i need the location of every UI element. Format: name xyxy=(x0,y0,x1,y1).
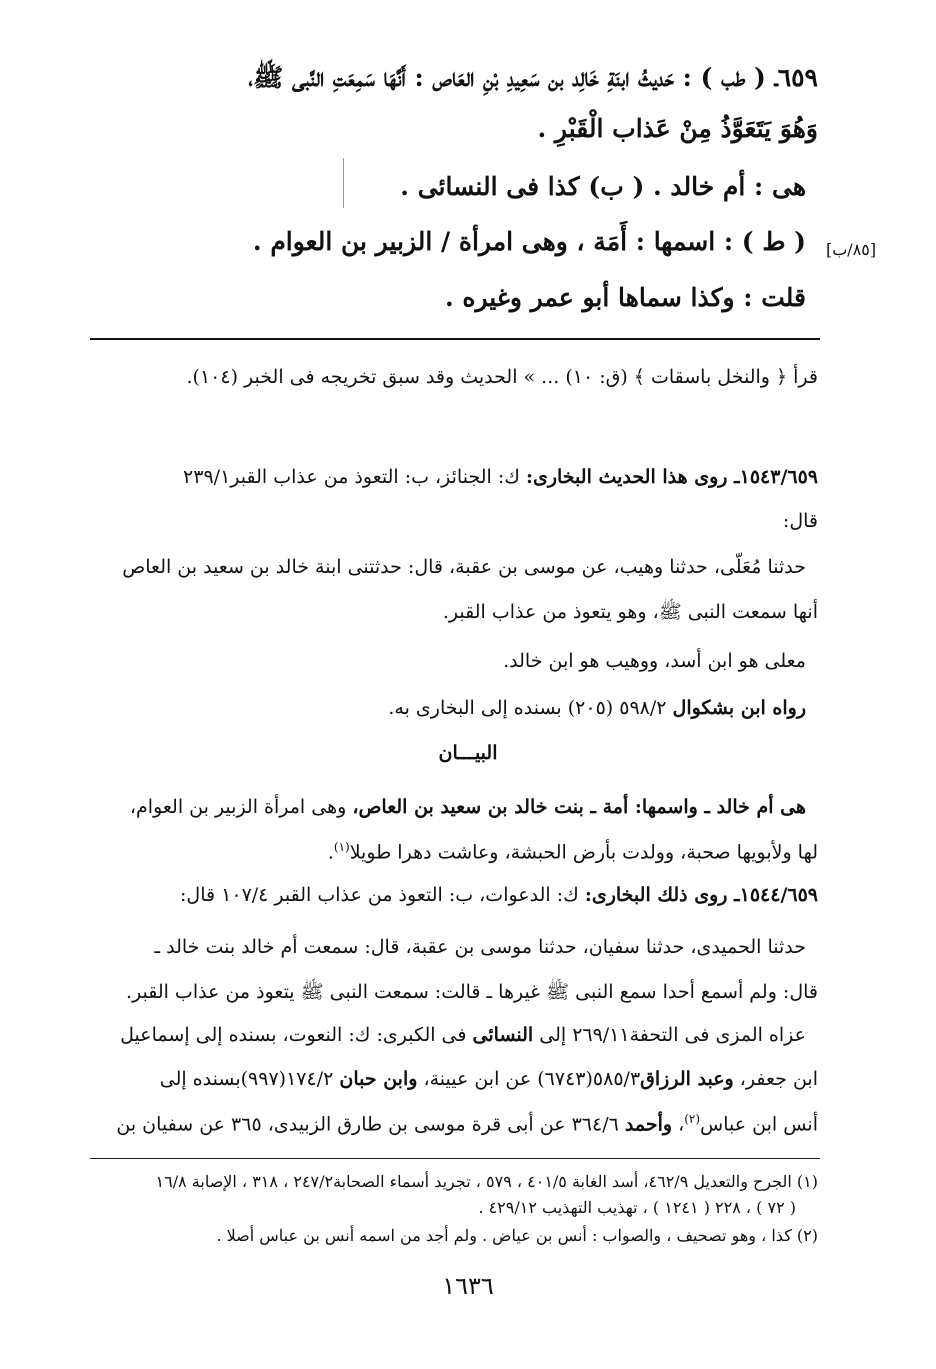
ibn-bashkuwal-name: رواه ابن بشكوال xyxy=(672,697,806,719)
footnote-2: (٢) كذا ، وهو تصحيف ، والصواب : أنس بن عياض . ولم أجد من اسمه أنس بن عباس أصلا . xyxy=(216,1226,818,1245)
ahmad-name: وأحمد xyxy=(624,1113,673,1136)
footnote-ref-2: (٢) xyxy=(684,1112,701,1126)
bayan-title: البيـــان xyxy=(438,742,498,764)
footnote-divider xyxy=(90,1158,820,1159)
attribution3-rest: ٣٦٤/٦ عن أبى قرة موسى بن طارق الزبيدى، ٣٦٥ عن سفيان بن xyxy=(116,1113,625,1136)
margin-divider xyxy=(343,158,344,208)
takhrij-1544-number: ١٥٤٤/٦٥٩ـ روى ذلك البخارى: xyxy=(584,884,818,906)
takhrij-1543-heading xyxy=(183,466,818,488)
attribution2-mid: ٥٨٥/٣(٦٧٤٣) عن ابن عيينة، xyxy=(417,1068,641,1090)
hadith-heading-line1: ٦٥٩ـ ( طب ) : حَديثُ ابنَةِ خَالِد بن سَعِيدِ بْنِ العَاص : أَنَّهَا سَمِعَتِ النَّبى ﷺ، xyxy=(248,63,818,92)
takhrij-1543-number: ١٥٤٣/٦٥٩ـ روى هذا الحديث البخارى: xyxy=(525,466,818,488)
takhrij-1544-source: ك: الدعوات، ب: التعوذ من عذاب القبر ١٠٧/٤ قال: xyxy=(180,884,585,906)
attribution3-pre: أنس ابن عباس xyxy=(700,1113,818,1136)
page-number: ١٦٣٦ xyxy=(442,1272,494,1300)
bayan-line2 xyxy=(328,840,818,863)
attribution3-mid: ، xyxy=(672,1113,685,1136)
manuscript-folio-marker: [٨٥/ب] xyxy=(826,240,877,259)
commentary-line-3: قلت : وكذا سماها أبو عمر وغيره . xyxy=(444,283,806,312)
commentary-line-2: ( ط ) : اسمها : أَمَة ، وهى امرأة / الزبير بن العوام . xyxy=(252,227,806,256)
attribution-line3 xyxy=(116,1112,818,1135)
takhrij-1543-heading-cont: قال: xyxy=(782,510,818,532)
bayan-line2-text: لها ولأبويها صحبة، وولدت بأرض الحبشة، وعاشت دهرا طويلا xyxy=(349,841,818,864)
ibn-bashkuwal-ref: ٥٩٨/٢ (٢٠٥) بسنده إلى البخارى به. xyxy=(388,697,673,719)
sanad-1543-line2: أنها سمعت النبى ﷺ، وهو يتعوذ من عذاب القبر. xyxy=(442,601,818,623)
hadith-heading-line2: وَهُوَ يَتَعَوَّذُ مِنْ عَذاب الْقَبْرِ . xyxy=(537,114,818,143)
attribution-line2 xyxy=(160,1068,818,1090)
attribution2-pre: ابن جعفر، xyxy=(733,1068,818,1090)
sanad-1544-line1: حدثنا الحميدى، حدثنا سفيان، حدثنا موسى بن عقبة، قال: سمعت أم خالد بنت خالد ـ xyxy=(154,936,806,958)
bayan-line1-rest: وهى امرأة الزبير بن العوام، xyxy=(129,796,353,818)
sanad-1543-line1: حدثنا مُعَلّى، حدثنا وهيب، عن موسى بن عقبة، قال: حدثتنى ابنة خالد بن سعيد بن العاص xyxy=(122,556,806,578)
previous-note: قرأ ﴿ والنخل باسقات ﴾ (ق: ١٠) ... » الحديث وقد سبق تخريجه فى الخبر (١٠٤). xyxy=(186,366,818,388)
sanad-1544-line2: قال: ولم أسمع أحدا سمع النبى ﷺ غيرها ـ قالت: سمعت النبى ﷺ يتعوذ من عذاب القبر. xyxy=(125,981,818,1003)
narrator-note: معلى هو ابن أسد، ووهيب هو ابن خالد. xyxy=(503,650,806,672)
footnote-ref-1: (١) xyxy=(333,840,350,854)
attribution2-rest: ١٧٤/٢(٩٩٧)بسنده إلى xyxy=(159,1068,340,1090)
attribution-rest: فى الكبرى: ك: النعوت، بسنده إلى إسماعيل xyxy=(120,1024,473,1046)
nasai-name: النسائى xyxy=(472,1024,534,1046)
section-divider xyxy=(90,338,820,340)
commentary-line-1: هى : أم خالد . ( ب) كذا فى النسائى . xyxy=(400,172,806,201)
bayan-name: هى أم خالد ـ واسمها: أمة ـ بنت خالد بن سعيد بن العاص، xyxy=(352,796,806,818)
ibn-bashkuwal-line xyxy=(388,697,806,719)
takhrij-1544-heading xyxy=(180,884,818,906)
bayan-line2-end: . xyxy=(327,841,334,864)
bayan-line1 xyxy=(130,796,806,818)
footnote-1-line2: ( ٧٢ ) ، ٢٢٨ ( ١٢٤١ ) ، تهذيب التهذيب ٤٢٩/١٢ . xyxy=(478,1198,796,1217)
takhrij-1543-source: ك: الجنائز، ب: التعوذ من عذاب القبر٢٣٩/١ xyxy=(183,466,526,488)
attribution-line1 xyxy=(120,1024,806,1046)
ibn-hibban-name: وابن حبان xyxy=(339,1068,418,1090)
abd-al-razzaq-name: وعبد الرزاق xyxy=(640,1068,734,1090)
attribution-pre: عزاه المزى فى التحفة٢٦٩/١١ إلى xyxy=(533,1024,806,1046)
footnote-1-line1: (١) الجرح والتعديل ٤٦٢/٩، أسد الغابة ٤٠١/٥ ، ٥٧٩ ، تجريد أسماء الصحابة٢٤٧/٢ ، ٣١٨ ، الإصابة ١٦/٨ xyxy=(155,1172,818,1191)
